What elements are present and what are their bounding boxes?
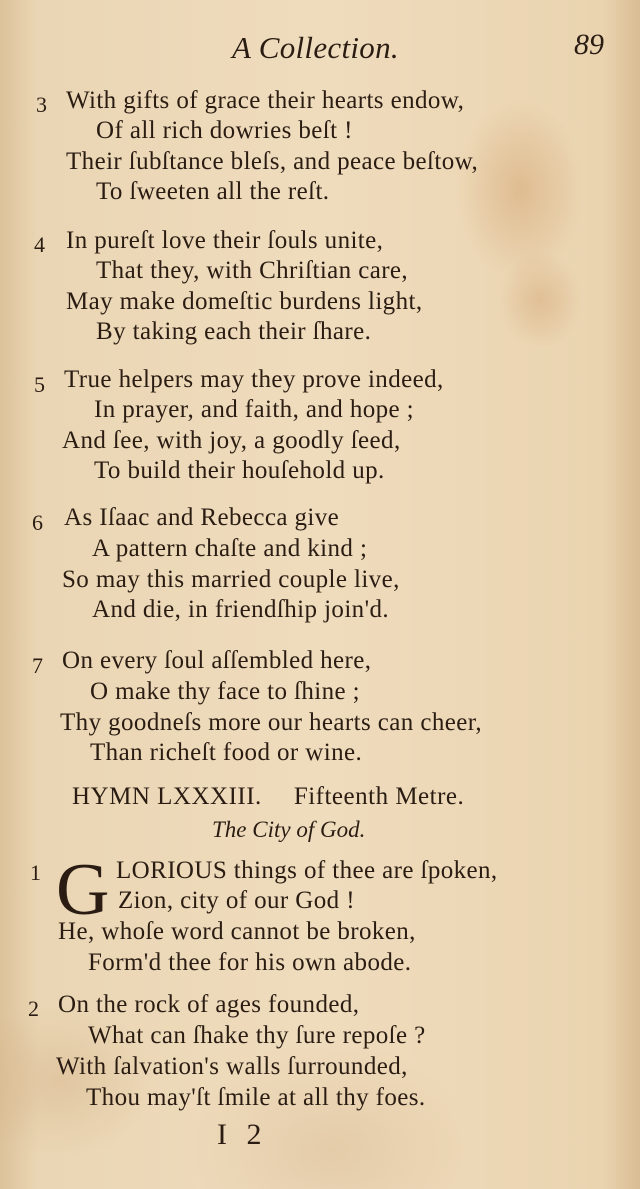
verse-line: In prayer, and faith, and hope ; bbox=[94, 396, 415, 423]
verse-line: That they, with Chriſtian care, bbox=[96, 257, 409, 284]
stanza-number: 5 bbox=[34, 372, 45, 397]
verse-line: Than richeſt food or wine. bbox=[90, 739, 363, 766]
stanza-number: 6 bbox=[32, 510, 43, 535]
verse-line: May make domeſtic burdens light, bbox=[66, 288, 423, 315]
verse-line: LORIOUS things of thee are ſpoken, bbox=[116, 857, 498, 884]
stanza-number: 2 bbox=[28, 996, 39, 1021]
hymn-title: HYMN LXXXIII. bbox=[72, 783, 262, 810]
verse-line: Form'd thee for his own abode. bbox=[88, 949, 412, 976]
verse-line: He, whoſe word cannot be broken, bbox=[58, 918, 416, 945]
page-number: 89 bbox=[574, 28, 604, 61]
verse-line: In pureſt love their ſouls unite, bbox=[66, 227, 384, 254]
hymn-metre: Fifteenth Metre. bbox=[293, 783, 465, 810]
stanza-number: 3 bbox=[36, 92, 47, 117]
stanza-number: 1 bbox=[30, 860, 41, 885]
stanza-number: 4 bbox=[34, 232, 45, 257]
verse-line: As Iſaac and Rebecca give bbox=[64, 504, 340, 531]
verse-line: O make thy face to ſhine ; bbox=[90, 678, 361, 705]
verse-line: A pattern chaſte and kind ; bbox=[92, 535, 368, 562]
running-head bbox=[0, 28, 640, 72]
verse-line: With gifts of grace their hearts endow, bbox=[66, 87, 465, 114]
verse-line: So may this married couple live, bbox=[62, 566, 400, 593]
verse-line: Zion, city of our God ! bbox=[118, 887, 355, 914]
drop-cap: G bbox=[56, 849, 110, 931]
hymn-subtitle: The City of God. bbox=[212, 817, 366, 842]
verse-line: On every ſoul aſſembled here, bbox=[62, 647, 372, 674]
verse-line: By taking each their ſhare. bbox=[96, 318, 372, 345]
verse-line: Thy goodneſs more our hearts can cheer, bbox=[60, 709, 483, 736]
verse-line: Of all rich dowries beſt ! bbox=[96, 117, 353, 144]
verse-line: On the rock of ages founded, bbox=[58, 991, 360, 1018]
verse-line: Thou may'ſt ſmile at all thy foes. bbox=[86, 1084, 426, 1111]
verse-line: And die, in friendſhip join'd. bbox=[92, 596, 390, 623]
signature-mark: I 2 bbox=[217, 1118, 268, 1151]
running-title: A Collection. bbox=[232, 30, 399, 65]
verse-line: And ſee, with joy, a goodly ſeed, bbox=[62, 427, 401, 454]
verse-line: Their ſubſtance bleſs, and peace beſtow, bbox=[66, 148, 479, 175]
verse-line: With ſalvation's walls ſurrounded, bbox=[56, 1053, 408, 1080]
stanza-number: 7 bbox=[32, 653, 43, 678]
hymn-heading bbox=[72, 782, 464, 812]
verse-line: True helpers may they prove indeed, bbox=[64, 366, 444, 393]
verse-line: To build their houſehold up. bbox=[94, 457, 385, 484]
verse-line: What can ſhake thy ſure repoſe ? bbox=[88, 1022, 426, 1049]
verse-line: To ſweeten all the reſt. bbox=[96, 178, 330, 205]
